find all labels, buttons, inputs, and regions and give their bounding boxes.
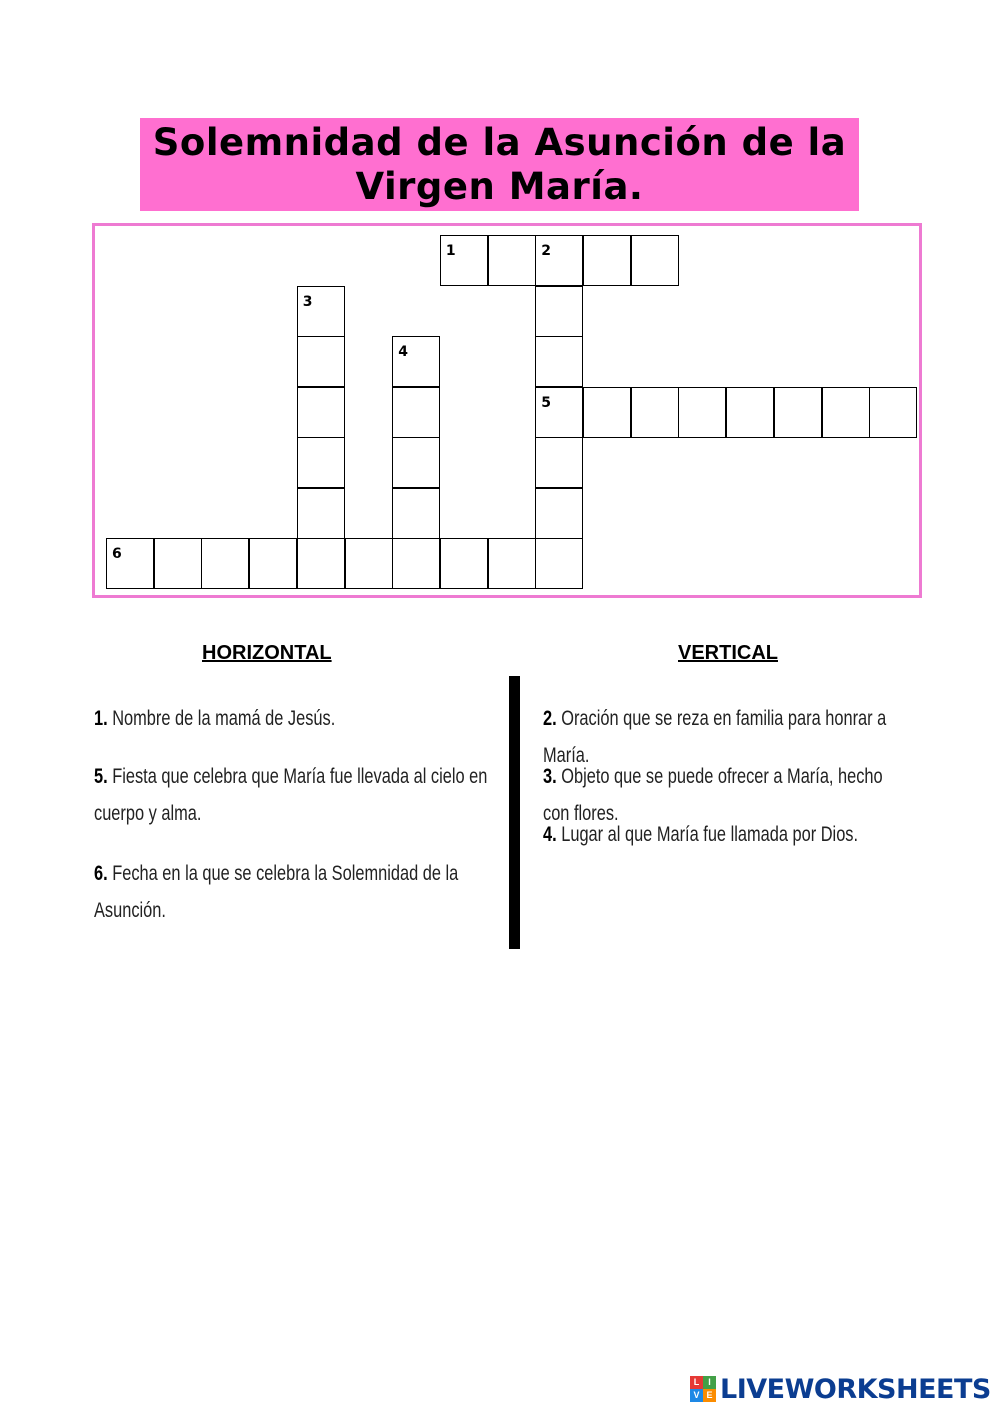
crossword-cell-input[interactable] [298, 438, 344, 487]
crossword-cell[interactable] [535, 336, 583, 387]
logo-mark-letter: L [690, 1376, 703, 1389]
clue-horizontal-6 [94, 855, 458, 929]
column-divider [509, 676, 520, 949]
clue-vertical-4 [543, 816, 858, 853]
clue-number-label: 1 [445, 243, 456, 259]
crossword-cell-input[interactable] [298, 337, 344, 386]
horizontal-heading: HORIZONTAL [202, 642, 332, 664]
clue-number: 4. [543, 823, 557, 846]
crossword-cell-input[interactable] [536, 489, 582, 538]
logo-text: LIVEWORKSHEETS [720, 1373, 991, 1405]
crossword-cell-input[interactable] [632, 236, 678, 285]
crossword-cell[interactable] [392, 538, 440, 589]
clue-number-label: 2 [541, 243, 552, 259]
crossword-cell[interactable] [297, 437, 345, 488]
crossword-cell-input[interactable] [393, 489, 439, 538]
vertical-heading: VERTICAL [678, 642, 778, 664]
crossword-cell[interactable] [297, 538, 345, 589]
crossword-cell[interactable] [583, 387, 631, 438]
page-title: Solemnidad de la Asunción de la Virgen María. [152, 120, 847, 208]
clue-number: 2. [543, 707, 557, 730]
crossword-cell-input[interactable] [107, 539, 153, 588]
crossword-cell[interactable] [249, 538, 297, 589]
crossword-cell[interactable] [392, 437, 440, 488]
crossword-cell[interactable] [345, 538, 393, 589]
crossword-cell[interactable] [535, 538, 583, 589]
crossword-cell[interactable] [440, 538, 488, 589]
logo-mark-letter: I [703, 1376, 716, 1389]
crossword-cell-input[interactable] [870, 388, 916, 437]
crossword-cell[interactable] [583, 235, 631, 286]
crossword-cell[interactable] [678, 387, 726, 438]
crossword-cell[interactable] [631, 235, 679, 286]
clue-number-label: 6 [112, 546, 122, 562]
crossword-cell-input[interactable] [298, 388, 344, 437]
crossword-cell-input[interactable] [632, 388, 678, 437]
crossword-cell-input[interactable] [584, 388, 630, 437]
crossword-cell[interactable] [297, 488, 345, 539]
clue-text: Lugar al que María fue llamada por Dios. [561, 823, 859, 846]
clue-number: 6. [94, 862, 108, 885]
clue-number-label: 4 [398, 344, 408, 360]
crossword-cell-input[interactable] [536, 438, 582, 487]
crossword-cell[interactable] [869, 387, 917, 438]
crossword-cell[interactable] [154, 538, 202, 589]
clue-horizontal-1 [94, 700, 335, 737]
crossword-cell[interactable] [201, 538, 249, 589]
clue-number-label: 3 [302, 293, 313, 310]
clue-text: Fecha en la que se celebra la Solemnidad de la [112, 862, 459, 885]
logo-mark-letter: E [703, 1389, 716, 1402]
crossword-cell-input[interactable] [823, 388, 869, 437]
crossword-cell-input[interactable] [346, 539, 392, 588]
logo-mark-letter: V [690, 1389, 703, 1402]
clue-text-continued: cuerpo y alma. [94, 802, 202, 825]
crossword-cell[interactable] [392, 488, 440, 539]
clue-number-label: 5 [541, 394, 552, 411]
crossword-cell[interactable] [535, 437, 583, 488]
clue-horizontal-5 [94, 758, 487, 832]
clue-text-continued: Asunción. [94, 899, 166, 922]
crossword-cell-input[interactable] [393, 539, 439, 588]
clue-number: 5. [94, 765, 108, 788]
crossword-cell-input[interactable] [536, 539, 582, 588]
crossword-cell[interactable] [631, 387, 679, 438]
clue-number: 1. [94, 707, 108, 730]
crossword-cell[interactable] [535, 488, 583, 539]
crossword-cell-input[interactable] [298, 287, 344, 336]
clue-text: Fiesta que celebra que María fue llevada al cielo en [112, 765, 488, 788]
crossword-cell-input[interactable] [393, 337, 439, 386]
crossword-cell[interactable] [297, 286, 345, 337]
crossword-cell-input[interactable] [489, 236, 535, 285]
crossword-cell[interactable] [392, 336, 440, 387]
clue-number: 3. [543, 765, 557, 788]
crossword-cell[interactable] [297, 387, 345, 438]
crossword-cell-input[interactable] [536, 236, 582, 285]
crossword-cell-input[interactable] [298, 489, 344, 538]
clue-text: Nombre de la mamá de Jesús. [112, 707, 336, 730]
crossword-cell-input[interactable] [250, 539, 296, 588]
crossword-cell-input[interactable] [584, 236, 630, 285]
crossword-cell-input[interactable] [202, 539, 248, 588]
crossword-cell-input[interactable] [536, 287, 582, 336]
crossword-cell-input[interactable] [393, 438, 439, 487]
crossword-cell[interactable] [106, 538, 154, 589]
crossword-cell-input[interactable] [441, 236, 487, 285]
crossword-cell[interactable] [822, 387, 870, 438]
clue-text: Oración que se reza en familia para honrar a María. [543, 707, 887, 767]
title-banner [140, 118, 859, 211]
liveworksheets-logo [690, 1374, 991, 1404]
crossword-cell[interactable] [774, 387, 822, 438]
crossword-cell[interactable] [535, 235, 583, 286]
crossword-cell[interactable] [297, 336, 345, 387]
crossword-cell-input[interactable] [393, 388, 439, 437]
crossword-cell-input[interactable] [298, 539, 344, 588]
crossword-cell-input[interactable] [441, 539, 487, 588]
crossword-cell-input[interactable] [775, 388, 821, 437]
crossword-cell[interactable] [488, 538, 536, 589]
crossword-cell-input[interactable] [536, 337, 582, 386]
crossword-cell[interactable] [440, 235, 488, 286]
crossword-cell[interactable] [726, 387, 774, 438]
crossword-cell-input[interactable] [155, 539, 201, 588]
crossword-cell[interactable] [535, 286, 583, 337]
crossword-cell-input[interactable] [536, 388, 582, 437]
crossword-cell[interactable] [392, 387, 440, 438]
crossword-cell[interactable] [535, 387, 583, 438]
crossword-cell-input[interactable] [727, 388, 773, 437]
crossword-cell-input[interactable] [679, 388, 725, 437]
clue-text: Objeto que se puede ofrecer a María, hecho con flores. [543, 765, 883, 825]
crossword-cell-input[interactable] [489, 539, 535, 588]
logo-mark-icon [690, 1376, 716, 1402]
crossword-cell[interactable] [488, 235, 536, 286]
